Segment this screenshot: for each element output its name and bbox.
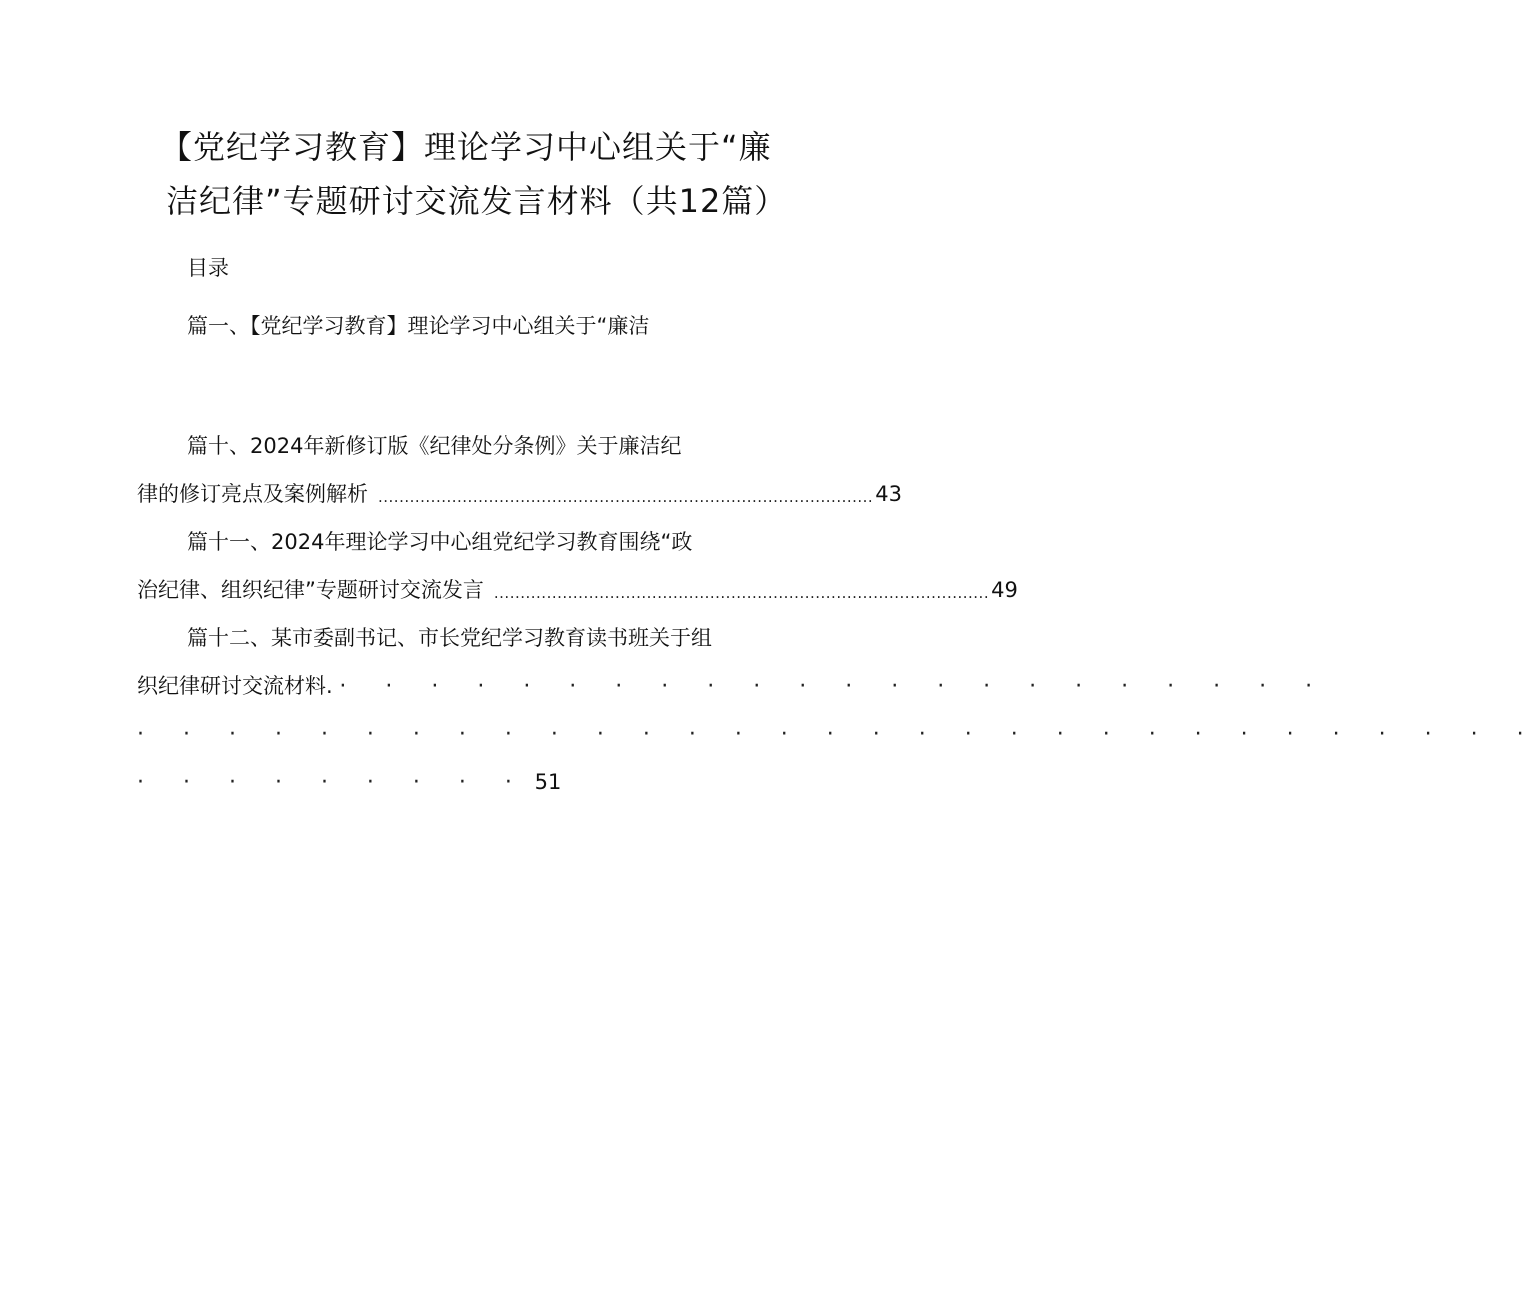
toc-entry-10-line2-text: 律的修订亮点及案例解析 (137, 482, 368, 506)
dot-leader: .............................................................................................. (378, 488, 874, 506)
document-title (160, 120, 800, 228)
title-line-2: 洁纪律”专题研讨交流发言材料（共12篇） (166, 182, 788, 220)
toc-entry-12[interactable] (137, 614, 1540, 806)
page-number: 51 (534, 770, 562, 794)
toc-entry-1[interactable] (137, 302, 777, 350)
toc-entry-12-line1: 篇十二、某市委副书记、市长党纪学习教育读书班关于组 (187, 626, 712, 650)
dot-leader: · · · · · · · · · · · · · · · · · · · · · · (339, 674, 1329, 699)
toc-entry-12-line2-text: 织纪律研讨交流材料. (137, 674, 333, 698)
toc-entry-11[interactable] (137, 518, 1018, 614)
toc-entry-10-line2 (137, 470, 902, 518)
toc-entry-11-line2 (137, 566, 1018, 614)
dot-leader: · · · · · · · · · · · · · · · · · · · · · · · · · · · · · · · (137, 722, 1540, 747)
toc-entry-11-line1: 篇十一、2024年理论学习中心组党纪学习教育围绕“政 (187, 530, 693, 554)
toc-entry-10-line1: 篇十、2024年新修订版《纪律处分条例》关于廉洁纪 (187, 434, 682, 458)
toc-entry-12-line4 (137, 758, 777, 806)
page-number: 49 (991, 578, 1018, 602)
title-line-1: 【党纪学习教育】理论学习中心组关于“廉 (160, 128, 772, 166)
page-number: 43 (875, 482, 902, 506)
toc-entry-11-line2-text: 治纪律、组织纪律”专题研讨交流发言 (137, 578, 484, 602)
toc-entry-12-line2 (137, 662, 1329, 710)
toc-entry-10[interactable] (137, 422, 902, 518)
toc-entry-1-text: 篇一、【党纪学习教育】理论学习中心组关于“廉洁 (187, 314, 650, 338)
toc-entry-12-line3 (137, 710, 1540, 758)
dot-leader: · · · · · · · · · (137, 770, 528, 795)
toc-heading: 目录 (187, 256, 229, 280)
dot-leader: .............................................................................................. (493, 584, 990, 602)
